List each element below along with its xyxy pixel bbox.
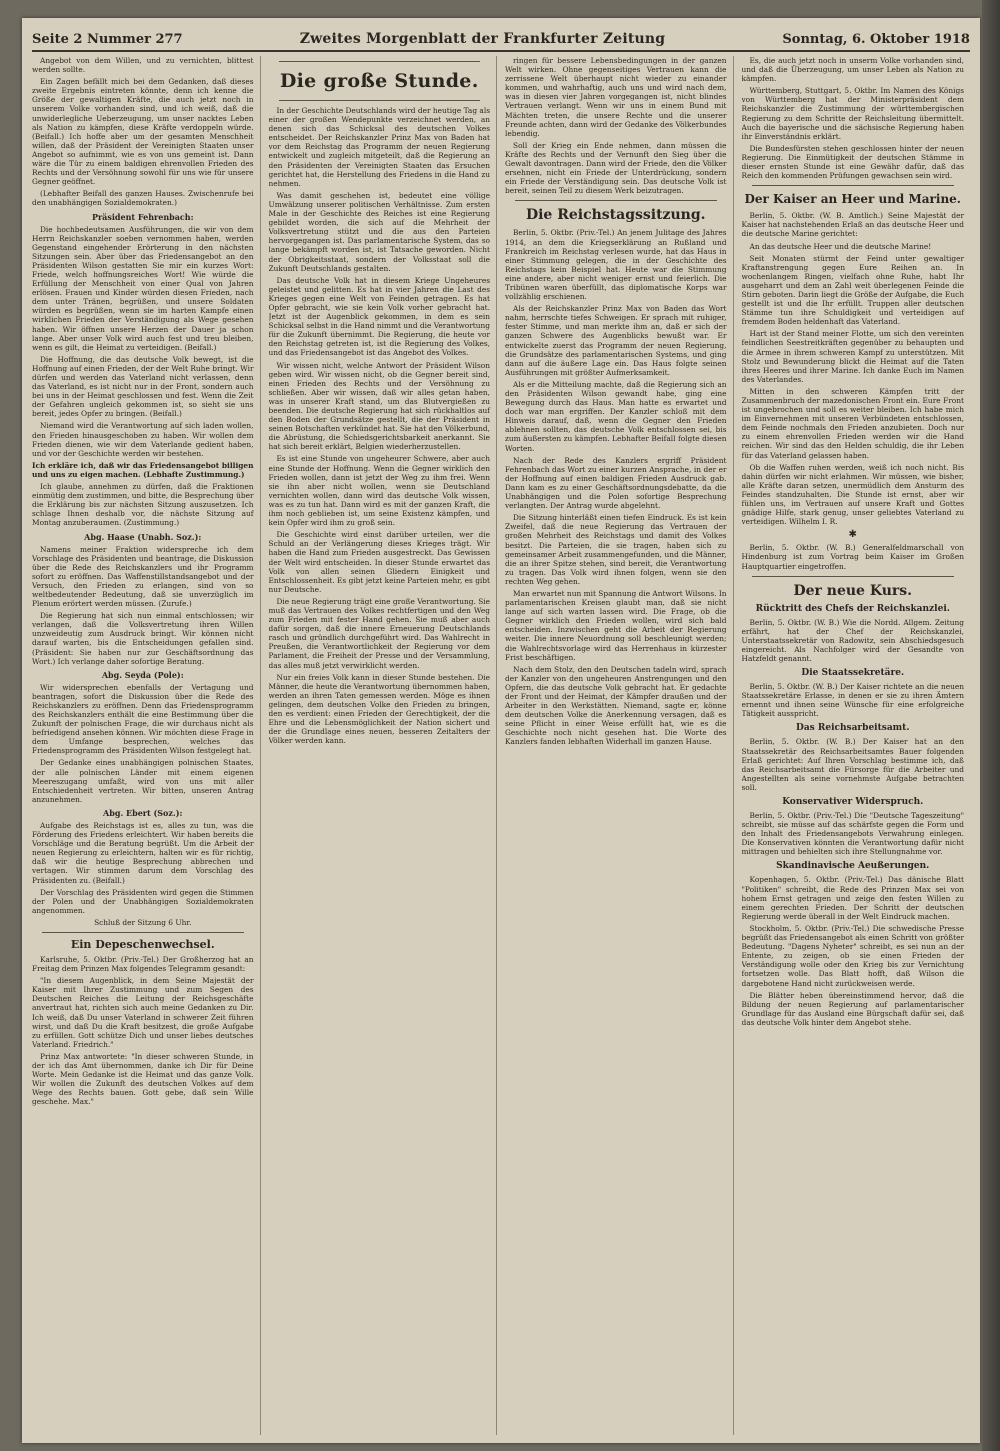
- continued-text: [742, 56, 965, 180]
- paragraph: Die Blätter heben übereinstimmend hervor, daß die Bildung der neuen Regierung auf parlamentarischer Grundlage für das Ausland eine Bürgschaft dafür sei, daß das deutsche Volk hinter dem Angebot stehe.: [741, 990, 964, 1027]
- paragraph: Karlsruhe, 5. Oktbr. (Priv.-Tel.) Der Großherzog hat an Freitag dem Prinzen Max folgendes Telegramm gesandt:: [32, 954, 254, 974]
- paragraph: An das deutsche Heer und die deutsche Marine!: [749, 241, 932, 251]
- page-number: Seite 2 Nummer 277: [32, 31, 183, 47]
- section-heading: Der Kaiser an Heer und Marine.: [744, 192, 961, 207]
- paragraph: Die neue Regierung trägt eine große Verantwortung. Sie muß das Vertrauen des Volkes rechtfertigen und den Weg zum Frieden mit fester Hand gehen. Sie muß aber auch dafür sorgen, daß die innere Erneuerung Deutschlands rasch und gründlich durchgeführt wird. Das Wahlrecht in Preußen, die Verantwortlichkeit der Regierung vor dem Parlament, die Freiheit der Presse und der Versammlung, das alles muß jetzt verwirklicht werden.: [268, 596, 490, 670]
- paragraph: Die Bundesfürsten stehen geschlossen hinter der neuen Regierung. Die Einmütigkeit der deutschen Stämme in dieser ernsten Stunde ist eine Gewähr dafür, daß das Reich den kommenden Prüfungen gewachsen sein wird.: [741, 143, 964, 181]
- sub-heading: Rücktritt des Chefs der Reichskanzlei.: [755, 603, 950, 614]
- paragraph: Berlin, 5. Oktbr. (Priv.-Tel.) An jenem Julitage des Jahres 1914, an dem die Kriegserklärung an Rußland und Frankreich im Reichstag verlesen wurde, hat das Haus in einer Stimmung gelegen, die in der Geschichte des Reichstags kein Beispiel hat. Heute war die Stimmung eine andere, aber nicht weniger ernst und feierlich. Die Tribünen waren überfüllt, das diplomatische Korps war vollzählig erschienen.: [505, 228, 727, 302]
- paragraph: In der Geschichte Deutschlands wird der heutige Tag als einer der großen Wendepunkte verzeichnet werden, an denen sich das Schicksal des deutschen Volkes entscheidet. Der Reichskanzler Prinz Max von Baden hat vor dem Reichstag das Programm der neuen Regierung entwickelt und zugleich mitgeteilt, daß die Regierung an den Präsidenten der Vereinigten Staaten das Ersuchen gerichtet hat, die Herstellung des Friedens in die Hand zu nehmen.: [268, 106, 490, 188]
- column-1: [32, 56, 261, 1435]
- section-paragraph: Berlin, 5. Oktbr. (W. B.) Der Kaiser richtete an die neuen Staatssekretäre Erlasse, in denen er sie zu ihren Ämtern ernennt und ihnen seine Wünsche für eine erfolgreiche Tätigkeit ausspricht.: [741, 682, 964, 719]
- sub-heading: Die Staatssekretäre.: [801, 668, 905, 679]
- divider: [42, 932, 244, 933]
- section-text: [505, 228, 727, 746]
- motion-paragraph: Ich glaube, annehmen zu dürfen, daß die Fraktionen einmütig dem zustimmen, und bitte, die Besprechung über die Erklärung bis zur nächsten Sitzung auszusetzen. Ich schlage Ihnen deshalb vor, die nächste Sitzung auf Montag anzuberaumen. (Zustimmung.): [32, 482, 254, 528]
- section-heading: Der neue Kurs.: [793, 582, 912, 599]
- section-paragraph: Berlin, 5. Oktbr. (Priv.-Tel.) Die "Deutsche Tageszeitung" schreibt, sie müsse auf das schärfste gegen die Form und den Inhalt des Friedensangebots Verwahrung einlegen. Die Konservativen könnten die Verantwortung dafür nicht mittragen und behielten sich ihre Stellungnahme vor.: [741, 811, 964, 857]
- divider: [279, 61, 481, 62]
- paragraph: Ein Zagen befällt mich bei dem Gedanken, daß dieses zweite Ergebnis eintreten könnte, denn ich kenne die Größe der gewaltigen Kräfte, die auch jetzt noch in unserem Volke vorhanden sind, und ich weiß, daß die unwiderlegliche Ueberzeugung, um unser nacktes Leben als Nation zu kämpfen, diese Kräfte verdoppeln würde. (Beifall.) Ich hoffe aber um der gesamten Menschheit willen, daß der Präsident der Vereinigten Staaten unser Angebot so aufnimmt, wie es von uns gemeint ist. Dann wäre die Tür zu einem baldigen ehrenvollen Frieden des Rechts und der Versöhnung sowohl für uns wie für unsere Gegner geöffnet.: [32, 77, 254, 187]
- masthead-line: [32, 28, 970, 52]
- paragraph: ringen für bessere Lebensbedingungen in der ganzen Welt wirken. Ohne gegenseitiges Vertrauen kann die zerrissene Welt überhaupt nicht wieder zu einander kommen, und wahrhaftig, auch uns und wird nach dem, was in diesen vier Jahren vorgegangen ist, nicht blindes Vertrauen verlangt. Wenn wir uns in einem Bund mit Mächten treten, die unsere Rechte und die unserer Freunde achten, dann wird der Gedanke des Völkerbundes lebendig.: [505, 56, 727, 138]
- section-heading: Ein Depeschenwechsel.: [70, 937, 215, 951]
- paragraph: Namens meiner Fraktion widerspreche ich dem Vorschlage des Präsidenten und beantrage, die Diskussion über die Rede des Reichskanzlers und ihr Programm sofort zu eröffnen. Das Waffenstillstandsangebot und der Versuch, den Frieden zu erlangen, sind von so weltbedeutender Bedeutung, daß sie unverzüglich im Plenum erörtert werden müssen. (Zurufe.): [32, 544, 254, 609]
- paragraph: Seit Monaten stürmt der Feind unter gewaltiger Kraftanstrengung gegen Eure Reihen an. In wochenlangem Ringen, vielfach ohne Ruhe, habt Ihr ausgeharrt und dem an Zahl weit überlegenen Feinde die Stirn geboten. Darin liegt die Größe der Aufgabe, die Euch gestellt ist und die Ihr erfüllt. Truppen aller deutschen Stämme tun ihre Schuldigkeit und verteidigen auf fremdem Boden heldenhaft das Vaterland.: [741, 253, 964, 327]
- short-notice: Berlin, 5. Oktbr. (W. B.) Generalfeldmarschall von Hindenburg ist zum Vortrag beim Kaiser im Großen Hauptquartier eingetroffen.: [741, 543, 964, 571]
- paragraph: Berlin, 5. Oktbr. (W. B. Amtlich.) Seine Majestät der Kaiser hat nachstehenden Erlaß an das deutsche Heer und die deutsche Marine gerichtet:: [741, 211, 964, 239]
- column-4: [742, 56, 971, 1435]
- paragraph: Nach dem Stolz, den den Deutschen tadeln wird, sprach der Kanzler von den ungeheuren Anstrengungen und den Opfern, die das deutsche Volk gebracht hat. Er gedachte der Front und der Heimat, der Kämpfer draußen und der Arbeiter in den Werkstätten. Niemand, sagte er, könne dem deutschen Volke die Anerkennung versagen, daß es seine Pflicht in einer Weise erfüllt hat, wie es die Geschichte noch nicht gesehen hat. Die Worte des Kanzlers fanden lebhaften Widerhall im ganzen Hause.: [505, 664, 727, 747]
- scan-edge: [982, 0, 1000, 1451]
- paragraph: Der Vorschlag des Präsidenten wird gegen die Stimmen der Polen und der Unabhängigen Sozialdemokraten angenommen.: [32, 887, 254, 915]
- section-paragraph: Berlin, 5. Oktbr. (W. B.) Wie die Nordd. Allgem. Zeitung erfährt, hat der Chef der Reichskanzlei, Unterstaatssekretär von Radowitz, sein Abschiedsgesuch eingereicht. Als Nachfolger wird der Gesandte von Hatzfeldt genannt.: [741, 617, 964, 663]
- section-text: [32, 955, 254, 1107]
- paragraph: "In diesem Augenblick, in dem Seine Majestät der Kaiser mit Ihrer Zustimmung und zum Segen des Deutschen Reiches die Leitung der Reichsgeschäfte anvertraut hat, richten sich auch meine Gedanken zu Dir. Ich weiß, daß Du unser Vaterland in schwerer Zeit führen wirst, und daß Du die Kraft besitzest, die große Aufgabe zu erfüllen. Gott schütze Dich und unser liebes deutsches Vaterland. Friedrich.": [32, 976, 254, 1049]
- paragraph: Es ist eine Stunde von ungeheurer Schwere, aber auch eine Stunde der Hoffnung. Wenn die Gegner wirklich den Frieden wollen, dann ist jetzt der Weg zu ihm frei. Wenn sie ihn aber nicht wollen, wenn sie Deutschland vernichten wollen, dann wird das deutsche Volk wissen, was es zu tun hat. Dann wird es mit der ganzen Kraft, die ihm noch geblieben ist, um seine Existenz kämpfen, und kein Opfer wird ihm zu groß sein.: [268, 454, 490, 528]
- divider: [752, 185, 955, 186]
- sub-heading: Skandinavische Aeußerungen.: [776, 861, 930, 872]
- speaker-heading: Präsident Fehrenbach:: [91, 211, 194, 222]
- star-separator: ✱: [848, 529, 857, 541]
- sub-heading: Das Reichsarbeitsamt.: [796, 723, 910, 734]
- paragraph: Als der Reichskanzler Prinz Max von Baden das Wort nahm, herrschte tiefes Schweigen. Er sprach mit ruhiger, fester Stimme, und man merkte ihm an, daß er sich der ganzen Schwere des Augenblicks bewußt war. Er entwickelte zuerst das Programm der neuen Regierung, die Grundsätze des parlamentarischen Systems, und ging dann auf die äußere Lage ein. Das Haus folgte seinen Ausführungen mit größter Aufmerksamkeit.: [505, 304, 727, 377]
- section-heading: Die Reichstagssitzung.: [525, 207, 706, 224]
- speaker-text: [32, 683, 254, 804]
- paragraph: Kopenhagen, 5. Oktbr. (Priv.-Tel.) Das dänische Blatt "Politiken" schreibt, die Rede des Prinzen Max sei von hohem Ernst getragen und zeige den festen Willen zu einem gerechten Frieden. Der Schritt der deutschen Regierung werde überall in der Welt Eindruck machen.: [741, 875, 964, 921]
- speaker-text: [32, 545, 254, 666]
- divider: [515, 200, 717, 201]
- paragraph: Das deutsche Volk hat in diesem Kriege Ungeheures geleistet und gelitten. Es hat in vier Jahren die Last des Krieges gegen eine Welt von Feinden getragen. Es hat Opfer gebracht, wie sie kein Volk vorher gebracht hat. Jetzt ist der Augenblick gekommen, in dem es sein Schicksal selbst in die Hand nimmt und die Verantwortung für die Zukunft übernimmt. Die Regierung, die heute vor den Reichstag getreten ist, ist die Regierung des Volkes, und das Friedensangebot ist das Angebot des Volkes.: [268, 275, 490, 358]
- paragraph: Die Regierung hat sich nun einmal entschlossen; wir verlangen, daß die Volksvertretung ihren Willen unzweideutig zum Ausdruck bringt. Wir können nicht darauf warten, bis die Entscheidungen gefallen sind. (Präsident: Sie haben nur zur Geschäftsordnung das Wort.) Ich verlange daher sofortige Beratung.: [32, 611, 254, 666]
- paragraph: Man erwartet nun mit Spannung die Antwort Wilsons. In parlamentarischen Kreisen glaubt man, daß sie nicht lange auf sich warten lassen wird. Die Frage, ob die Gegner wirklich den Frieden wollen, wird sich bald entscheiden. Inzwischen geht die Arbeit der Regierung weiter. Die innere Neuordnung soll beschleunigt werden; die Wahlrechtsvorlage wird das Herrenhaus in kürzester Frist beschäftigen.: [505, 588, 727, 662]
- paragraph: Nur ein freies Volk kann in dieser Stunde bestehen. Die Männer, die heute die Verantwortung übernommen haben, werden an ihren Taten gemessen werden. Möge es ihnen gelingen, dem deutschen Volke den Frieden zu bringen, den es verdient: einen Frieden der Gerechtigkeit, der die Ehre und die Lebensmöglichkeit der Nation sichert und der die Grundlage eines neuen, besseren Zeitalters der Völker werden kann.: [268, 672, 490, 746]
- paragraph: Was damit geschehen ist, bedeutet eine völlige Umwälzung unserer politischen Verhältnisse. Zum ersten Male in der Geschichte des Reiches ist eine Regierung gebildet worden, die sich auf die Mehrheit der Volksvertretung stützt und die aus den Parteien hervorgegangen ist. Das parlamentarische System, das so lange bekämpft worden ist, ist Tatsache geworden. Nicht der Obrigkeitsstaat, sondern der Volksstaat soll die Zukunft Deutschlands gestalten.: [268, 190, 490, 273]
- motion-text: Ich erkläre ich, daß wir das Friedensangebot billigen und uns zu eigen machen. (Lebhafte Zustimmung.): [32, 460, 254, 479]
- paragraph: Aufgabe des Reichstags ist es, alles zu tun, was die Förderung des Friedens erleichtert. Wir haben bereits die Vorschläge und die Beratung begrüßt. Um die Arbeit der neuen Regierung zu erleichtern, halten wir es für richtig, daß wir die heutige Besprechung abbrechen und vertagen. Wir stimmen darum dem Vorschlag des Präsidenten zu. (Beifall.): [32, 820, 254, 885]
- section-text: [742, 211, 965, 526]
- paragraph: Hart ist der Stand meiner Flotte, um sich den vereinten feindlichen Seestreitkräften gegenüber zu behaupten und die Armee in ihrem schweren Kampf zu unterstützen. Mit Stolz und Bewunderung blickt die Heimat auf die Taten ihres Heeres und ihrer Marine. Ich danke Euch im Namen des Vaterlandes.: [741, 329, 964, 384]
- speaker-heading: Abg. Ebert (Soz.):: [103, 807, 183, 818]
- intro-text: [32, 56, 254, 208]
- paragraph: Wir widersprechen ebenfalls der Vertagung und beantragen, sofort die Diskussion über die Rede des Reichskanzlers zu eröffnen. Denn das Friedensprogramm des Reichskanzlers enthält die eine Bestimmung über die Zukunft der polnischen Frage, die wir durchaus nicht als befriedigend ansehen können. Wir möchten diese Frage in dem Umfange besprechen, welches das Friedensprogramm des Präsidenten Wilson festgelegt hat.: [32, 682, 254, 756]
- paragraph: Nach der Rede des Kanzlers ergriff Präsident Fehrenbach das Wort zu einer kurzen Ansprache, in der er der Hoffnung auf einen baldigen Frieden Ausdruck gab. Dann kam es zu einer Geschäftsordnungsdebatte, da die Unabhängigen und die Polen sofortige Besprechung verlangten. Der Antrag wurde abgelehnt.: [505, 455, 727, 511]
- article-columns: [32, 56, 970, 1435]
- paragraph: Mitten in den schweren Kämpfen tritt der Zusammenbruch der mazedonischen Front ein. Eure Front ist ungebrochen und soll es weiter bleiben. Ich habe mich im Einvernehmen mit unseren Verbündeten entschlossen, dem Feinde nochmals den Frieden anzubieten. Doch nur zu einem ehrenvollen Frieden werden wir die Hand reichen. Wir sind das den Helden schuldig, die ihr Leben für das Vaterland gelassen haben.: [741, 386, 964, 460]
- paragraph: Soll der Krieg ein Ende nehmen, dann müssen die Kräfte des Rechts und der Vernunft den Sieg über die Gewalt davontragen. Dann wird der Friede, den die Völker ersehnen, nicht ein Friede der Unterdrückung, sondern ein Friede der Verständigung sein. Das deutsche Volk ist bereit, seinen Teil zu diesem Werk beizutragen.: [505, 140, 727, 196]
- speaker-text: [32, 821, 254, 915]
- newspaper-page: [22, 18, 980, 1443]
- speaker-text: [32, 225, 254, 458]
- paragraph: Es, die auch jetzt noch in unserm Volke vorhanden sind, und daß die Überzeugung, um unser Leben als Nation zu kämpfen.: [741, 56, 964, 84]
- speaker-heading: Abg. Haase (Unabh. Soz.):: [84, 531, 202, 542]
- paragraph: Die Sitzung hinterläßt einen tiefen Eindruck. Es ist kein Zweifel, daß die neue Regierung das Vertrauen der großen Mehrheit des Reichstags und damit des Volkes besitzt. Die Parteien, die sie tragen, haben sich zu gemeinsamer Arbeit zusammengefunden, und die Männer, die an ihrer Spitze stehen, sind bereit, die Verantwortung zu tragen. Das Volk wird ihnen folgen, wenn sie den rechten Weg gehen.: [505, 513, 727, 586]
- lead-article-title: Die große Stunde.: [279, 70, 479, 92]
- column-3: [505, 56, 734, 1435]
- lead-article-text: [269, 106, 491, 745]
- divider: [752, 576, 955, 577]
- paragraph: Als er die Mitteilung machte, daß die Regierung sich an den Präsidenten Wilson gewandt habe, ging eine Bewegung durch das Haus. Man hatte es erwartet und doch war man ergriffen. Der Kanzler schloß mit dem Hinweis darauf, daß, wenn die Gegner den Frieden ablehnen sollten, das deutsche Volk entschlossen sei, bis zum äußersten zu kämpfen. Lebhafter Beifall folgte diesen Worten.: [505, 379, 727, 453]
- column-2: [269, 56, 498, 1435]
- sub-heading: Konservativer Widerspruch.: [782, 797, 924, 807]
- paragraph: Stockholm, 5. Oktbr. (Priv.-Tel.) Die schwedische Presse begrüßt das Friedensangebot als einen Schritt von größter Bedeutung. "Dagens Nyheter" schreibt, es sei nun an der Entente, zu zeigen, ob sie einen Frieden der Verständigung wolle oder den Krieg bis zur Vernichtung fortsetzen wolle. Das Blatt hofft, daß Wilson die dargebotene Hand nicht zurückweisen werde.: [741, 923, 964, 988]
- divider: [279, 100, 481, 101]
- paragraph: Angebot von dem Willen, und zu vernichten, blittest werden sollte.: [32, 56, 254, 75]
- speaker-heading: Abg. Seyda (Pole):: [101, 669, 184, 680]
- section-text: [742, 875, 965, 1027]
- paragraph: Niemand wird die Verantwortung auf sich laden wollen, den Frieden hinausgeschoben zu haben. Wir wollen dem Frieden dienen, wie wir dem Vaterlande gedient haben, und vor der Geschichte werden wir bestehen.: [32, 421, 254, 458]
- paragraph: Die Geschichte wird einst darüber urteilen, wer die Schuld an der Verlängerung dieses Krieges trägt. Wir haben die Hand zum Frieden ausgestreckt. Das Gewissen der Welt wird entscheiden. In dieser Stunde erwartet das Volk von allen seinen Gliedern Einigkeit und Entschlossenheit. Es gibt jetzt keine Parteien mehr, es gibt nur Deutsche.: [268, 530, 490, 594]
- section-paragraph: Berlin, 5. Oktbr. (W. B.) Der Kaiser hat an den Staatssekretär des Reichsarbeitsamtes Bauer folgenden Erlaß gerichtet: Auf Ihren Vorschlag bestimme ich, daß das Reichsarbeitsamt die Fürsorge für die Arbeiter und Angestellten als seine vornehmste Aufgabe betrachten soll.: [741, 737, 964, 792]
- paragraph: Prinz Max antwortete: "In dieser schweren Stunde, in der ich das Amt übernommen, danke ich Dir für Deine Worte. Mein Gedanke ist die Heimat und das ganze Volk. Wir wollen die Zukunft des deutschen Volkes auf dem Wege des Rechts bauen. Gott gebe, daß sein Wille geschehe. Max.": [32, 1051, 254, 1107]
- issue-date: Sonntag, 6. Oktober 1918: [782, 31, 970, 47]
- continued-text: [505, 56, 727, 195]
- paragraph: Der Gedanke eines unabhängigen polnischen Staates, der alle polnischen Länder mit einem eigenen Meereszugang umfaßt, wird von uns mit aller Entschiedenheit vertreten. Wir bitten, unseren Antrag anzunehmen.: [32, 758, 254, 804]
- paragraph: Die hochbedeutsamen Ausführungen, die wir von dem Herrn Reichskanzler soeben vernommen haben, werden Gegenstand eingehender Erörterung in den nächsten Sitzungen sein. Aber über das Friedensangebot an den Präsidenten Wilson gestatten Sie mir ein kurzes Wort: Friede, welch hoffnungsreiches Wort! Wie würde die Erfüllung der Menschheit von einer Qual von Jahren erlösen. Frauen und Kinder würden diesen Frieden, nach dem unter Tränen, begrüßen, und unsere Soldaten würden es begrüßen, wenn sie im harten Kampfe einen wirklichen Frieden der Verständigung als Wege gesehen haben. Wir öffnen unsere Herzen der Dauer ja schon lange. Aber unser Volk wird auch fest und treu bleiben, wenn es gilt, die Heimat zu verteidigen. (Beifall.): [32, 224, 254, 352]
- paragraph: (Lebhafter Beifall des ganzen Hauses. Zwischenrufe bei den unabhängigen Sozialdemokraten.): [32, 189, 254, 208]
- paragraph: Ob die Waffen ruhen werden, weiß ich noch nicht. Bis dahin dürfen wir nicht erlahmen. Wir müssen, wie bisher, alle Kräfte daran setzen, unermüdlich dem Ansturm des Feindes standzuhalten. Die Stunde ist ernst, aber wir fühlen uns, im Vertrauen auf unsere Kraft und Gottes gnädige Hilfe, stark genug, unser geliebtes Vaterland zu verteidigen. Wilhelm I. R.: [741, 462, 964, 527]
- paragraph: Württemberg, Stuttgart, 5. Oktbr. Im Namen des Königs von Württemberg hat der Ministerpräsident dem Reichskanzler die Zustimmung der württembergischen Regierung zu dem Schritte der Reichsleitung übermittelt. Auch die bayerische und die sächsische Regierung haben ihr Einverständnis erklärt.: [741, 86, 964, 141]
- paragraph: Die Hoffnung, die das deutsche Volk bewegt, ist die Hoffnung auf einen Frieden, der der Welt Ruhe bringt. Wir dürfen und werden das Vaterland nicht verlassen, denn das Vaterland, es ist nicht nur in der Front, sondern auch bei uns in der Heimat geschlossen und fest. Wenn die Zeit der Gefahren ungleich gekommen ist, so sieht sie uns bereit, jedes Opfer zu bringen. (Beifall.): [32, 354, 254, 419]
- newspaper-title: Zweites Morgenblatt der Frankfurter Zeitung: [299, 31, 666, 47]
- paragraph: Wir wissen nicht, welche Antwort der Präsident Wilson geben wird. Wir wissen nicht, ob die Gegner bereit sind, einen Frieden des Rechts und der Versöhnung zu schließen. Aber wir wissen, daß wir alles getan haben, was in unserer Kraft stand, um das Blutvergießen zu beenden. Die deutsche Regierung hat sich rückhaltlos auf den Boden der Grundsätze gestellt, die der Präsident in seinen Botschaften verkündet hat. Sie hat den Völkerbund, die Abrüstung, die Schiedsgerichtsbarkeit anerkannt. Sie hat sich bereit erklärt, Belgien wiederherzustellen.: [268, 360, 490, 452]
- session-close: Schluß der Sitzung 6 Uhr.: [94, 917, 192, 927]
